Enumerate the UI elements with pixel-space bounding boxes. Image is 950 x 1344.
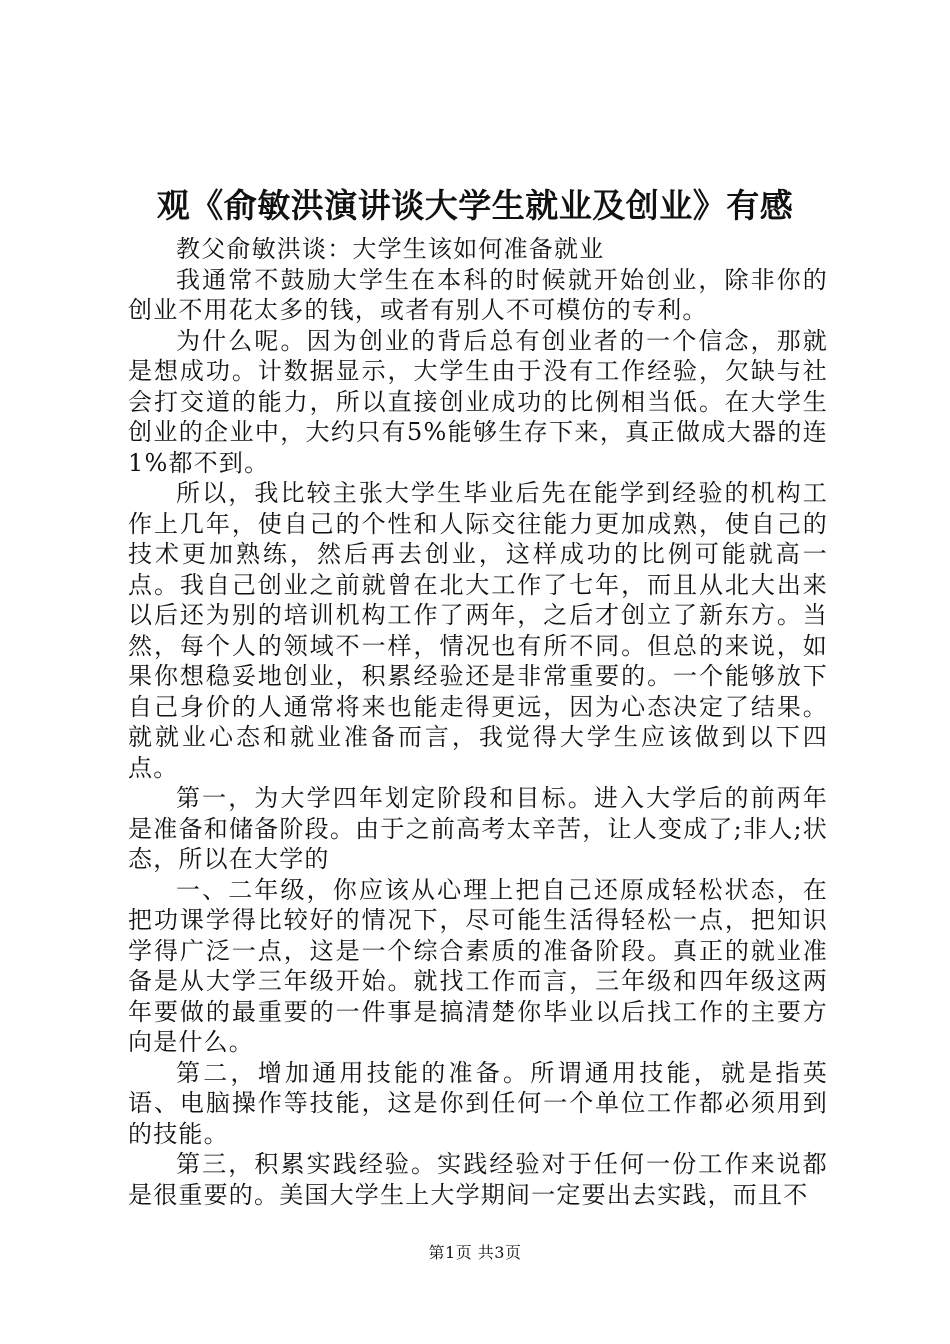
paragraph: 教父俞敏洪谈：大学生该如何准备就业 [176, 235, 605, 263]
paragraph: 第二，增加通用技能的准备。所谓通用技能，就是指英语、电脑操作等技能，这是你到任何一个单位工作都必须用到的技能。 [128, 1058, 828, 1148]
document-title: 观《俞敏洪演讲谈大学生就业及创业》有感 [156, 186, 794, 225]
paragraph: 为什么呢。因为创业的背后总有创业者的一个信念，那就是想成功。计数据显示，大学生由于没有工作经验，欠缺与社会打交道的能力，所以直接创业成功的比例相当低。在大学生创业的企业中，大约只有5%能够生存下来，真正做成大器的连1%都不到。 [128, 326, 828, 477]
page-footer: 第1页 共3页 [428, 1243, 522, 1262]
paragraph: 第三，积累实践经验。实践经验对于任何一份工作来说都是很重要的。美国大学生上大学期间一定要出去实践，而且不 [128, 1150, 828, 1209]
paragraph: 我通常不鼓励大学生在本科的时候就开始创业，除非你的创业不用花太多的钱，或者有别人不可模仿的专利。 [128, 265, 828, 324]
paragraph: 所以，我比较主张大学生毕业后先在能学到经验的机构工作上几年，使自己的个性和人际交往能力更加成熟，使自己的技术更加熟练，然后再去创业，这样成功的比例可能就高一点。我自己创业之前就曾在北大工作了七年，而且从北大出来以后还为别的培训机构工作了两年，之后才创立了新东方。当然，每个人的领域不一样，情况也有所不同。但总的来说，如果你想稳妥地创业，积累经验还是非常重要的。一个能够放下自己身价的人通常将来也能走得更远，因为心态决定了结果。就就业心态和就业准备而言，我觉得大学生应该做到以下四点。 [128, 479, 828, 782]
paragraph: 一、二年级，你应该从心理上把自己还原成轻松状态，在把功课学得比较好的情况下，尽可能生活得轻松一点，把知识学得广泛一点，这是一个综合素质的准备阶段。真正的就业准备是从大学三年级开始。就找工作而言，三年级和四年级这两年要做的最重要的一件事是搞清楚你毕业以后找工作的主要方向是什么。 [128, 875, 828, 1056]
document-body [128, 234, 828, 1210]
paragraph: 第一，为大学四年划定阶段和目标。进入大学后的前两年是准备和储备阶段。由于之前高考太辛苦，让人变成了;非人;状态，所以在大学的 [128, 784, 828, 873]
